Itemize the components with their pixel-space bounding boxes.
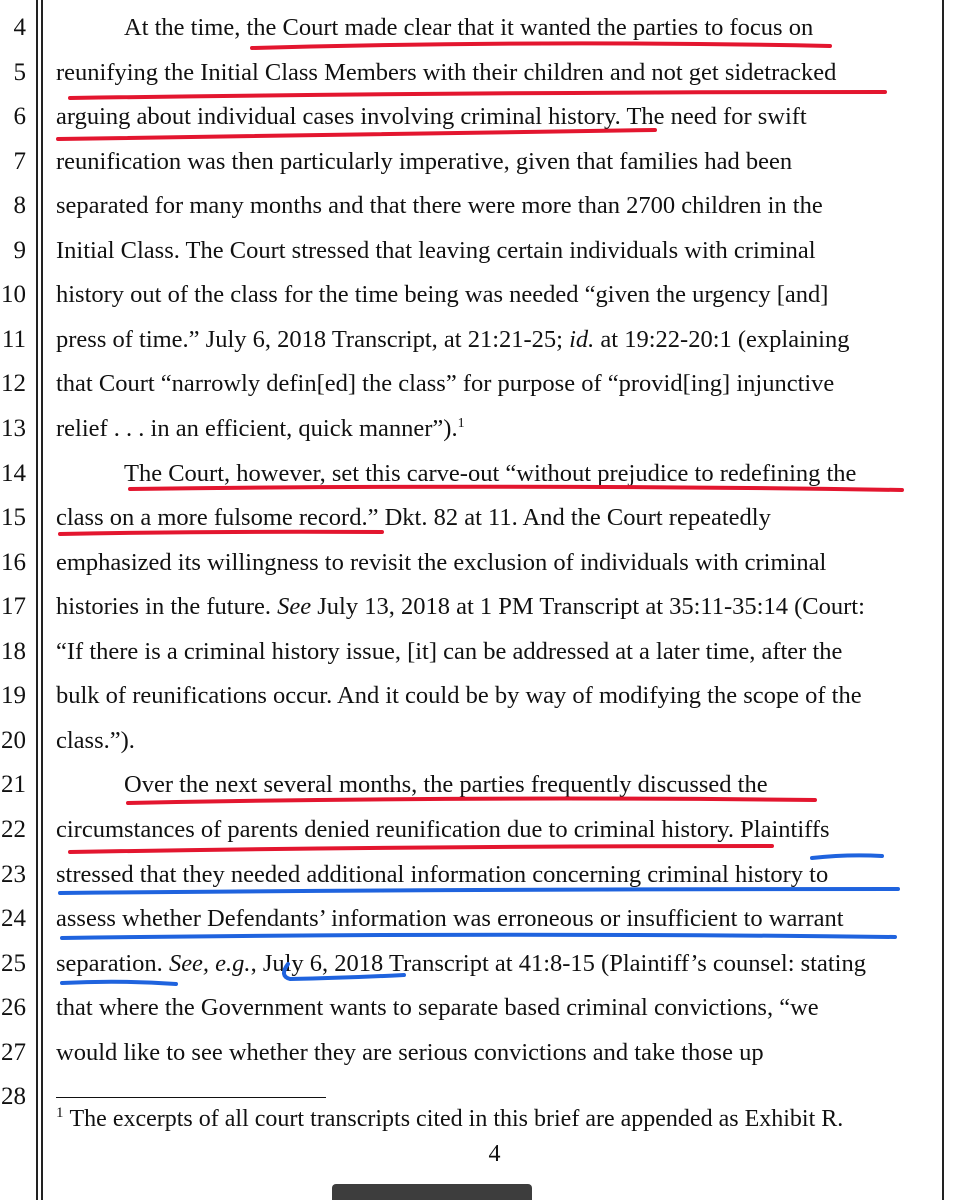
- footnote-divider: [56, 1097, 326, 1098]
- footnote-marker: 1: [56, 1105, 64, 1121]
- line-number: 23: [1, 861, 26, 888]
- text-line: class.”).: [56, 727, 135, 754]
- line-number: 24: [1, 905, 26, 932]
- italic-citation: See, e.g.: [168, 950, 251, 977]
- text-line: separation. See, e.g., July 6, 2018 Transcript at 41:8-15 (Plaintiff’s counsel: stating: [56, 950, 866, 977]
- line-number: 4: [13, 14, 26, 41]
- line-number: 9: [13, 237, 26, 264]
- text-line: The Court, however, set this carve-out “without prejudice to redefining the: [124, 460, 857, 487]
- line-number: 28: [1, 1083, 26, 1110]
- line-number: 6: [13, 103, 26, 130]
- right-margin-rule: [942, 0, 944, 1200]
- viewer-toolbar-handle[interactable]: [332, 1184, 532, 1200]
- line-number: 11: [1, 326, 26, 353]
- left-margin-rule-inner: [41, 0, 43, 1200]
- line-number: 16: [1, 549, 26, 576]
- red-underline: [252, 43, 830, 48]
- line-number: 7: [13, 148, 26, 175]
- page-number: 4: [488, 1141, 501, 1167]
- line-number: 21: [1, 771, 26, 798]
- footnote-reference[interactable]: 1: [457, 415, 465, 431]
- text-line: class on a more fulsome record.” Dkt. 82 at 11. And the Court repeatedly: [56, 504, 771, 531]
- line-number: 15: [1, 504, 26, 531]
- blue-underline: [62, 935, 895, 938]
- blue-underline: [812, 855, 882, 858]
- line-number: 13: [1, 415, 26, 442]
- red-underline: [70, 92, 885, 98]
- line-number: 25: [1, 950, 26, 977]
- footnote: [56, 1104, 843, 1134]
- text-line: that Court “narrowly defin[ed] the class” for purpose of “provid[ing] injunctive: [56, 370, 835, 397]
- line-number: 10: [1, 281, 26, 308]
- text-line: press of time.” July 6, 2018 Transcript, at 21:21-25; id. at 19:22-20:1 (explaining: [56, 326, 850, 353]
- text-line: arguing about individual cases involving criminal history. The need for swift: [56, 103, 807, 130]
- footnote-text: The excerpts of all court transcripts cited in this brief are appended as Exhibit R.: [69, 1106, 844, 1132]
- text-line: At the time, the Court made clear that it wanted the parties to focus on: [124, 14, 814, 41]
- text-line: would like to see whether they are serious convictions and take those up: [56, 1039, 764, 1066]
- line-number: 17: [1, 593, 26, 620]
- text-line: separated for many months and that there were more than 2700 children in the: [56, 192, 823, 219]
- text-line: reunification was then particularly imperative, given that families had been: [56, 148, 793, 175]
- text-line: reunifying the Initial Class Members with their children and not get sidetracked: [56, 59, 837, 86]
- line-number: 12: [1, 370, 26, 397]
- blue-underline: [62, 982, 176, 984]
- line-number: 8: [13, 192, 26, 219]
- italic-citation: id.: [569, 326, 595, 353]
- line-number: 22: [1, 816, 26, 843]
- text-line: circumstances of parents denied reunification due to criminal history. Plaintiffs: [56, 816, 830, 843]
- line-number: 19: [1, 682, 26, 709]
- line-number: 14: [1, 460, 26, 487]
- text-line: relief . . . in an efficient, quick manner”).$^1$: [56, 415, 465, 442]
- text-line: that where the Government wants to separate based criminal convictions, “we: [56, 994, 819, 1021]
- text-line: Over the next several months, the parties frequently discussed the: [124, 771, 768, 798]
- text-line: “If there is a criminal history issue, [it] can be addressed at a later time, after the: [56, 638, 843, 665]
- text-line: assess whether Defendants’ information was erroneous or insufficient to warrant: [56, 905, 844, 932]
- line-number: 20: [1, 727, 26, 754]
- line-number: 18: [1, 638, 26, 665]
- line-number: 5: [13, 59, 26, 86]
- left-margin-rule-outer: [36, 0, 38, 1200]
- line-number: 27: [1, 1039, 26, 1066]
- text-line: emphasized its willingness to revisit the exclusion of individuals with criminal: [56, 549, 827, 576]
- red-underline: [70, 846, 772, 852]
- text-line: stressed that they needed additional information concerning criminal history to: [56, 861, 829, 888]
- text-line: history out of the class for the time being was needed “given the urgency [and]: [56, 281, 829, 308]
- line-number: 26: [1, 994, 26, 1021]
- italic-citation: See: [277, 593, 312, 620]
- text-line: bulk of reunifications occur. And it could be by way of modifying the scope of the: [56, 682, 862, 709]
- text-line: histories in the future. See July 13, 2018 at 1 PM Transcript at 35:11-35:14 (Court:: [56, 593, 865, 620]
- text-line: Initial Class. The Court stressed that leaving certain individuals with criminal: [56, 237, 816, 264]
